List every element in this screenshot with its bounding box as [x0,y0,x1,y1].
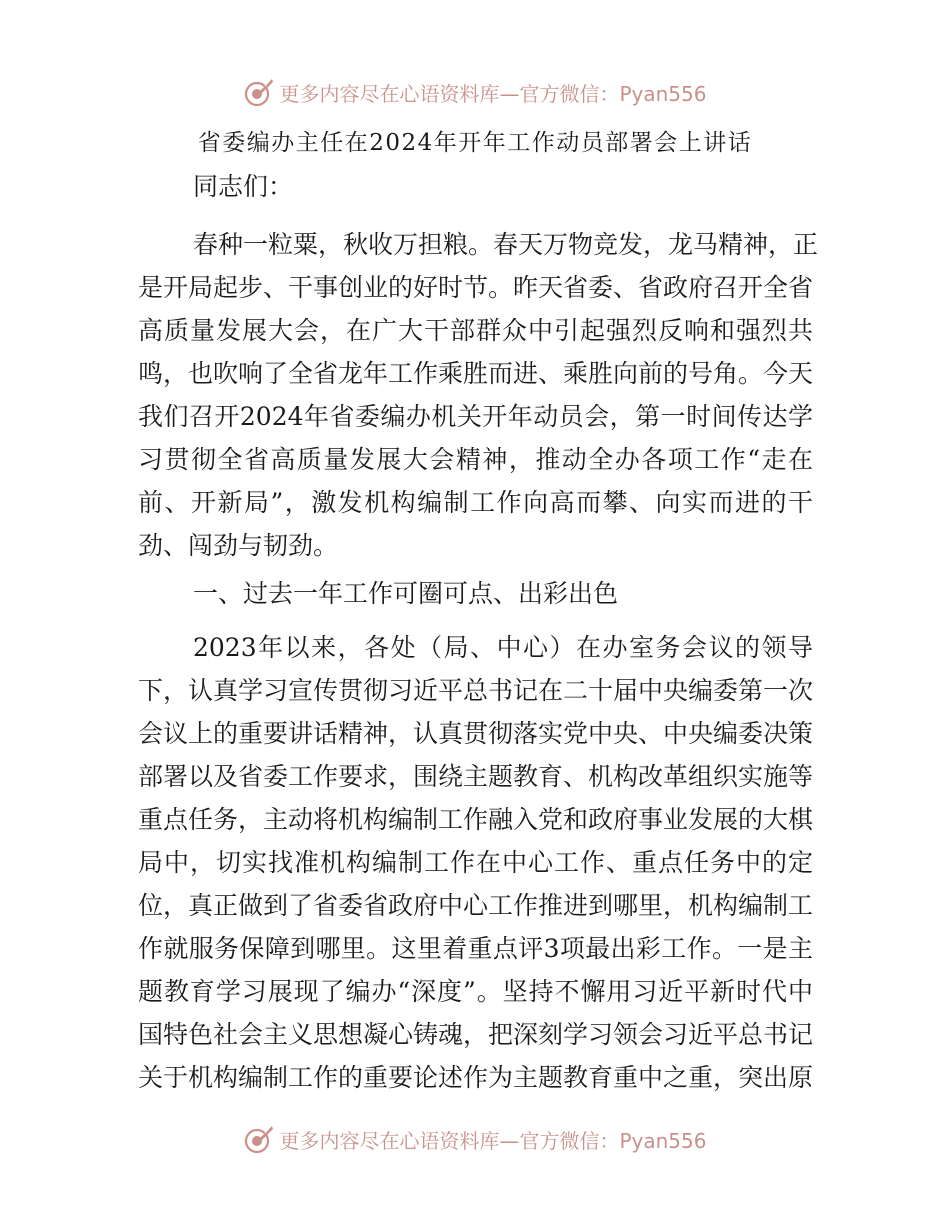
text-line: 下，认真学习宣传贯彻习近平总书记在二十届中央编委第一次 [138,676,814,705]
document-title: 省委编办主任在2024年开年工作动员部署会上讲话 [197,130,753,156]
text-line: 位，真正做到了省委省政府中心工作推进到哪里，机构编制工 [138,891,814,920]
text-line: 2023年以来，各处（局、中心）在办室务会议的领导 [193,633,813,662]
text-line: 会议上的重要讲话精神，认真贯彻落实党中央、中央编委决策 [138,719,814,748]
watermark-header [0,72,950,112]
text-line: 鸣，也吹响了全省龙年工作乘胜而进、乘胜向前的号角。今天 [138,359,814,388]
text-line: 国特色社会主义思想凝心铸魂，把深刻学习领会习近平总书记 [138,1020,814,1049]
watermark-text: 更多内容尽在心语资料库—官方微信：Pyan556 [279,1128,707,1153]
text-line: 部署以及省委工作要求，围绕主题教育、机构改革组织实施等 [138,762,814,791]
text-line: 题教育学习展现了编办“深度”。坚持不懈用习近平新时代中 [138,977,813,1006]
text-line: 局中，切实找准机构编制工作在中心工作、重点任务中的定 [138,848,813,877]
text-line: 高质量发展大会，在广大干部群众中引起强烈反响和强烈共 [138,316,813,345]
quill-logo-icon [243,1123,275,1155]
salutation: 同志们： [193,172,294,201]
text-line: 习贯彻全省高质量发展大会精神，推动全办各项工作“走在 [138,445,813,474]
watermark-footer [0,1119,950,1159]
text-line: 作就服务保障到哪里。这里着重点评3项最出彩工作。一是主 [138,934,813,963]
text-line: 春种一粒粟，秋收万担粮。春天万物竞发，龙马精神，正 [193,230,819,259]
text-line: 我们召开2024年省委编办机关开年动员会，第一时间传达学 [138,402,813,431]
text-line: 前、开新局”，激发机构编制工作向高而攀、向实而进的干 [138,488,813,517]
text-line: 是开局起步、干事创业的好时节。昨天省委、省政府召开全省 [138,273,814,302]
text-line: 重点任务，主动将机构编制工作融入党和政府事业发展的大棋 [138,805,814,834]
text-line: 关于机构编制工作的重要论述作为主题教育重中之重，突出原 [138,1063,814,1092]
quill-logo-icon [243,76,275,108]
section-heading: 一、过去一年工作可圈可点、出彩出色 [193,579,619,608]
text-line: 劲、闯劲与韧劲。 [138,531,339,560]
watermark-text: 更多内容尽在心语资料库—官方微信：Pyan556 [279,81,707,106]
